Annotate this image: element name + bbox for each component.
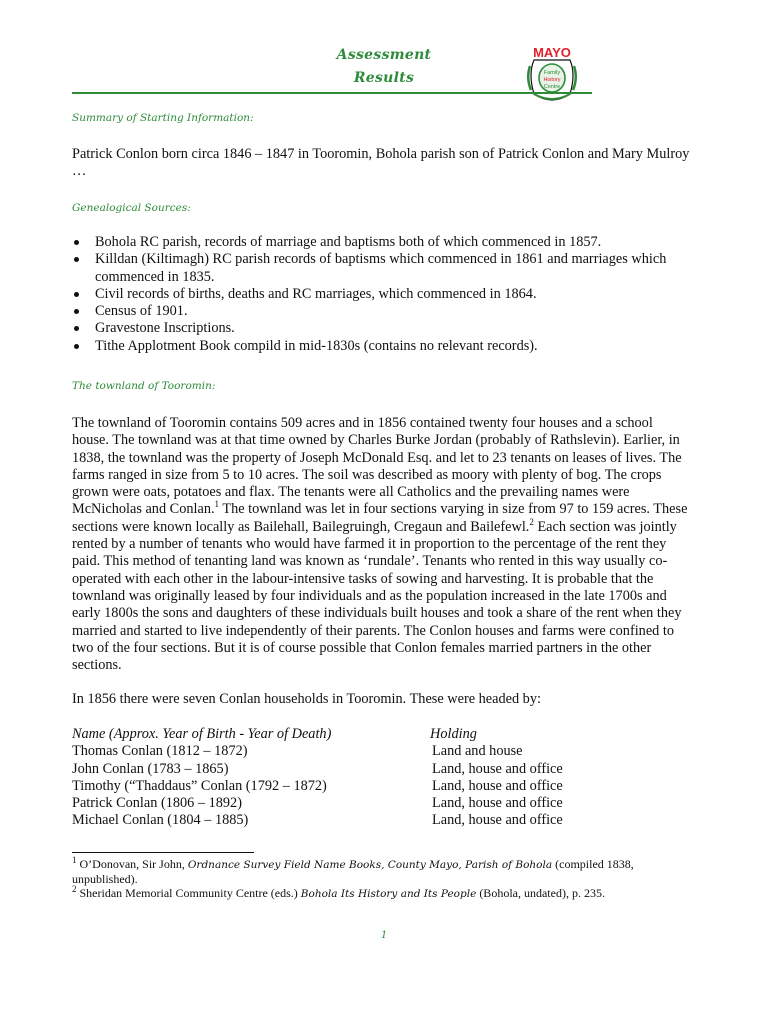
list-item [72,234,692,251]
footnote-number-1: 1 [72,855,77,865]
logo-inner-line2: History [543,77,561,83]
sources-heading: Genealogical Sources: [72,202,191,214]
source-text: Census of 1901. [95,303,188,320]
footnote-2-text-a: Sheridan Memorial Community Centre (eds.) [76,886,301,900]
footnote-divider [72,852,254,853]
household-name: Michael Conlan (1804 – 1885) [72,812,249,829]
townland-text-a: The townland of Tooromin contains 509 acres and in 1856 contained twenty four houses and a school house. The townland was at that time owned by Charles Burke Jordan (probably of Rathslevin). Earlier, in 1838, the townland was the property of Joseph McDonald Esq. and let to 23 tenants on leases of lives. The farms ranged in size from 5 to 10 acres. The soil was described as moory with plenty of bog. The crops grown were oats, potatoes and flax. The tenants were all Catholics and the prevailing names were McNicholas and Conlan. [72,415,682,518]
footnote-1 [72,857,692,886]
mayo-family-history-centre-crest-icon [524,44,580,106]
summary-text: Patrick Conlon born circa 1846 – 1847 in Tooromin, Bohola parish son of Patrick Conlon and Mary Mulroy … [72,146,690,180]
bullet-icon [74,240,79,245]
footnote-2-title: Bohola Its History and Its People [300,888,477,900]
footnote-1-title: Ordnance Survey Field Name Books, County Mayo, Parish of Bohola [187,859,553,871]
footnote-ref-2[interactable]: 2 [529,517,534,528]
household-holding: Land, house and office [432,777,563,794]
list-item [72,320,692,337]
logo-inner-line1: Family [543,70,561,76]
summary-heading: Summary of Starting Information: [72,112,254,124]
table-row [72,795,692,812]
townland-paragraph [72,415,692,674]
townland-heading: The townland of Tooromin: [72,380,216,392]
source-text: Bohola RC parish, records of marriage and baptisms both of which commenced in 1857. [95,234,602,250]
households-intro [72,691,692,708]
footnote-2 [72,886,692,901]
household-name: John Conlan (1783 – 1865) [72,760,229,777]
header-divider [72,92,592,94]
table-header-row [72,726,692,743]
household-holding: Land, house and office [432,760,563,777]
footnote-number-2: 2 [72,884,77,894]
page-number: 1 [380,930,388,941]
townland-text-c: Each section was jointly rented by a number of tenants who would have farmed it in proportion to the percentage of the rent they paid. This method of tenanting land was known as ‘rundale’. Tenants who rented in this way usually co-operated with each other in the labour-intensive tasks of sowing and harvesting. It is probable that the townland was originally leased by four individuals and as the population increased in the late 1700s and early 1800s the sons and daughters of these individuals built houses and took a share of the rent when they married and started to live independently of their parents. The Conlon houses and farms were confined to two of the four sections. But it is of course possible that Conlon females married partners in the other sections. [72,518,682,674]
source-text: Civil records of births, deaths and RC marriages, which commenced in 1864. [95,285,537,302]
bullet-icon [74,344,79,349]
household-holding: Land and house [432,743,523,760]
bullet-icon [74,309,79,314]
source-text: Gravestone Inscriptions. [95,320,235,337]
list-item [72,303,692,320]
list-item [72,251,692,286]
household-holding: Land, house and office [432,795,563,812]
table-row [72,812,692,829]
footnotes [72,857,692,901]
townland-text-b: The townland was let in four sections varying in size from 97 to 159 acres. These sections were known locally as Bailehall, Bailegruingh, Cregaun and Bailefewl. [72,501,688,535]
footnote-1-text-a: O’Donovan, Sir John, [76,857,188,871]
bullet-icon [74,257,79,262]
table-row [72,778,692,795]
footnote-2-text-b: (Bohola, undated), p. 235. [476,886,605,900]
column-header-name: Name (Approx. Year of Birth - Year of Death) [72,726,332,742]
sources-list [72,234,692,355]
households-intro-text: In 1856 there were seven Conlan households in Tooromin. These were headed by: [72,691,541,707]
bullet-icon [74,292,79,297]
household-name: Thomas Conlan (1812 – 1872) [72,743,248,760]
footnote-ref-1[interactable]: 1 [214,499,220,510]
logo-wordmark: MAYO [533,45,571,60]
household-name: Timothy (“Thaddaus” Conlan (1792 – 1872) [72,777,327,794]
list-item [72,286,692,303]
table-row [72,761,692,778]
households-table [72,726,692,830]
header-title-line2: Results [353,70,415,86]
household-holding: Land, house and office [432,812,563,829]
source-text: Killdan (Kiltimagh) RC parish records of baptisms which commenced in 1861 and marriages which commenced in 1835. [95,251,667,285]
logo-inner-line3: Centre [543,84,561,90]
list-item [72,338,692,355]
header-title-line1: Assessment [336,47,432,63]
footnote-1-text-b: (compiled 1838, unpublished). [72,857,634,886]
table-row [72,743,692,760]
source-text: Tithe Applotment Book compild in mid-1830s (contains no relevant records). [95,337,538,354]
column-header-holding: Holding [430,726,477,742]
bullet-icon [74,326,79,331]
household-name: Patrick Conlan (1806 – 1892) [72,795,242,812]
summary-paragraph [72,146,692,181]
